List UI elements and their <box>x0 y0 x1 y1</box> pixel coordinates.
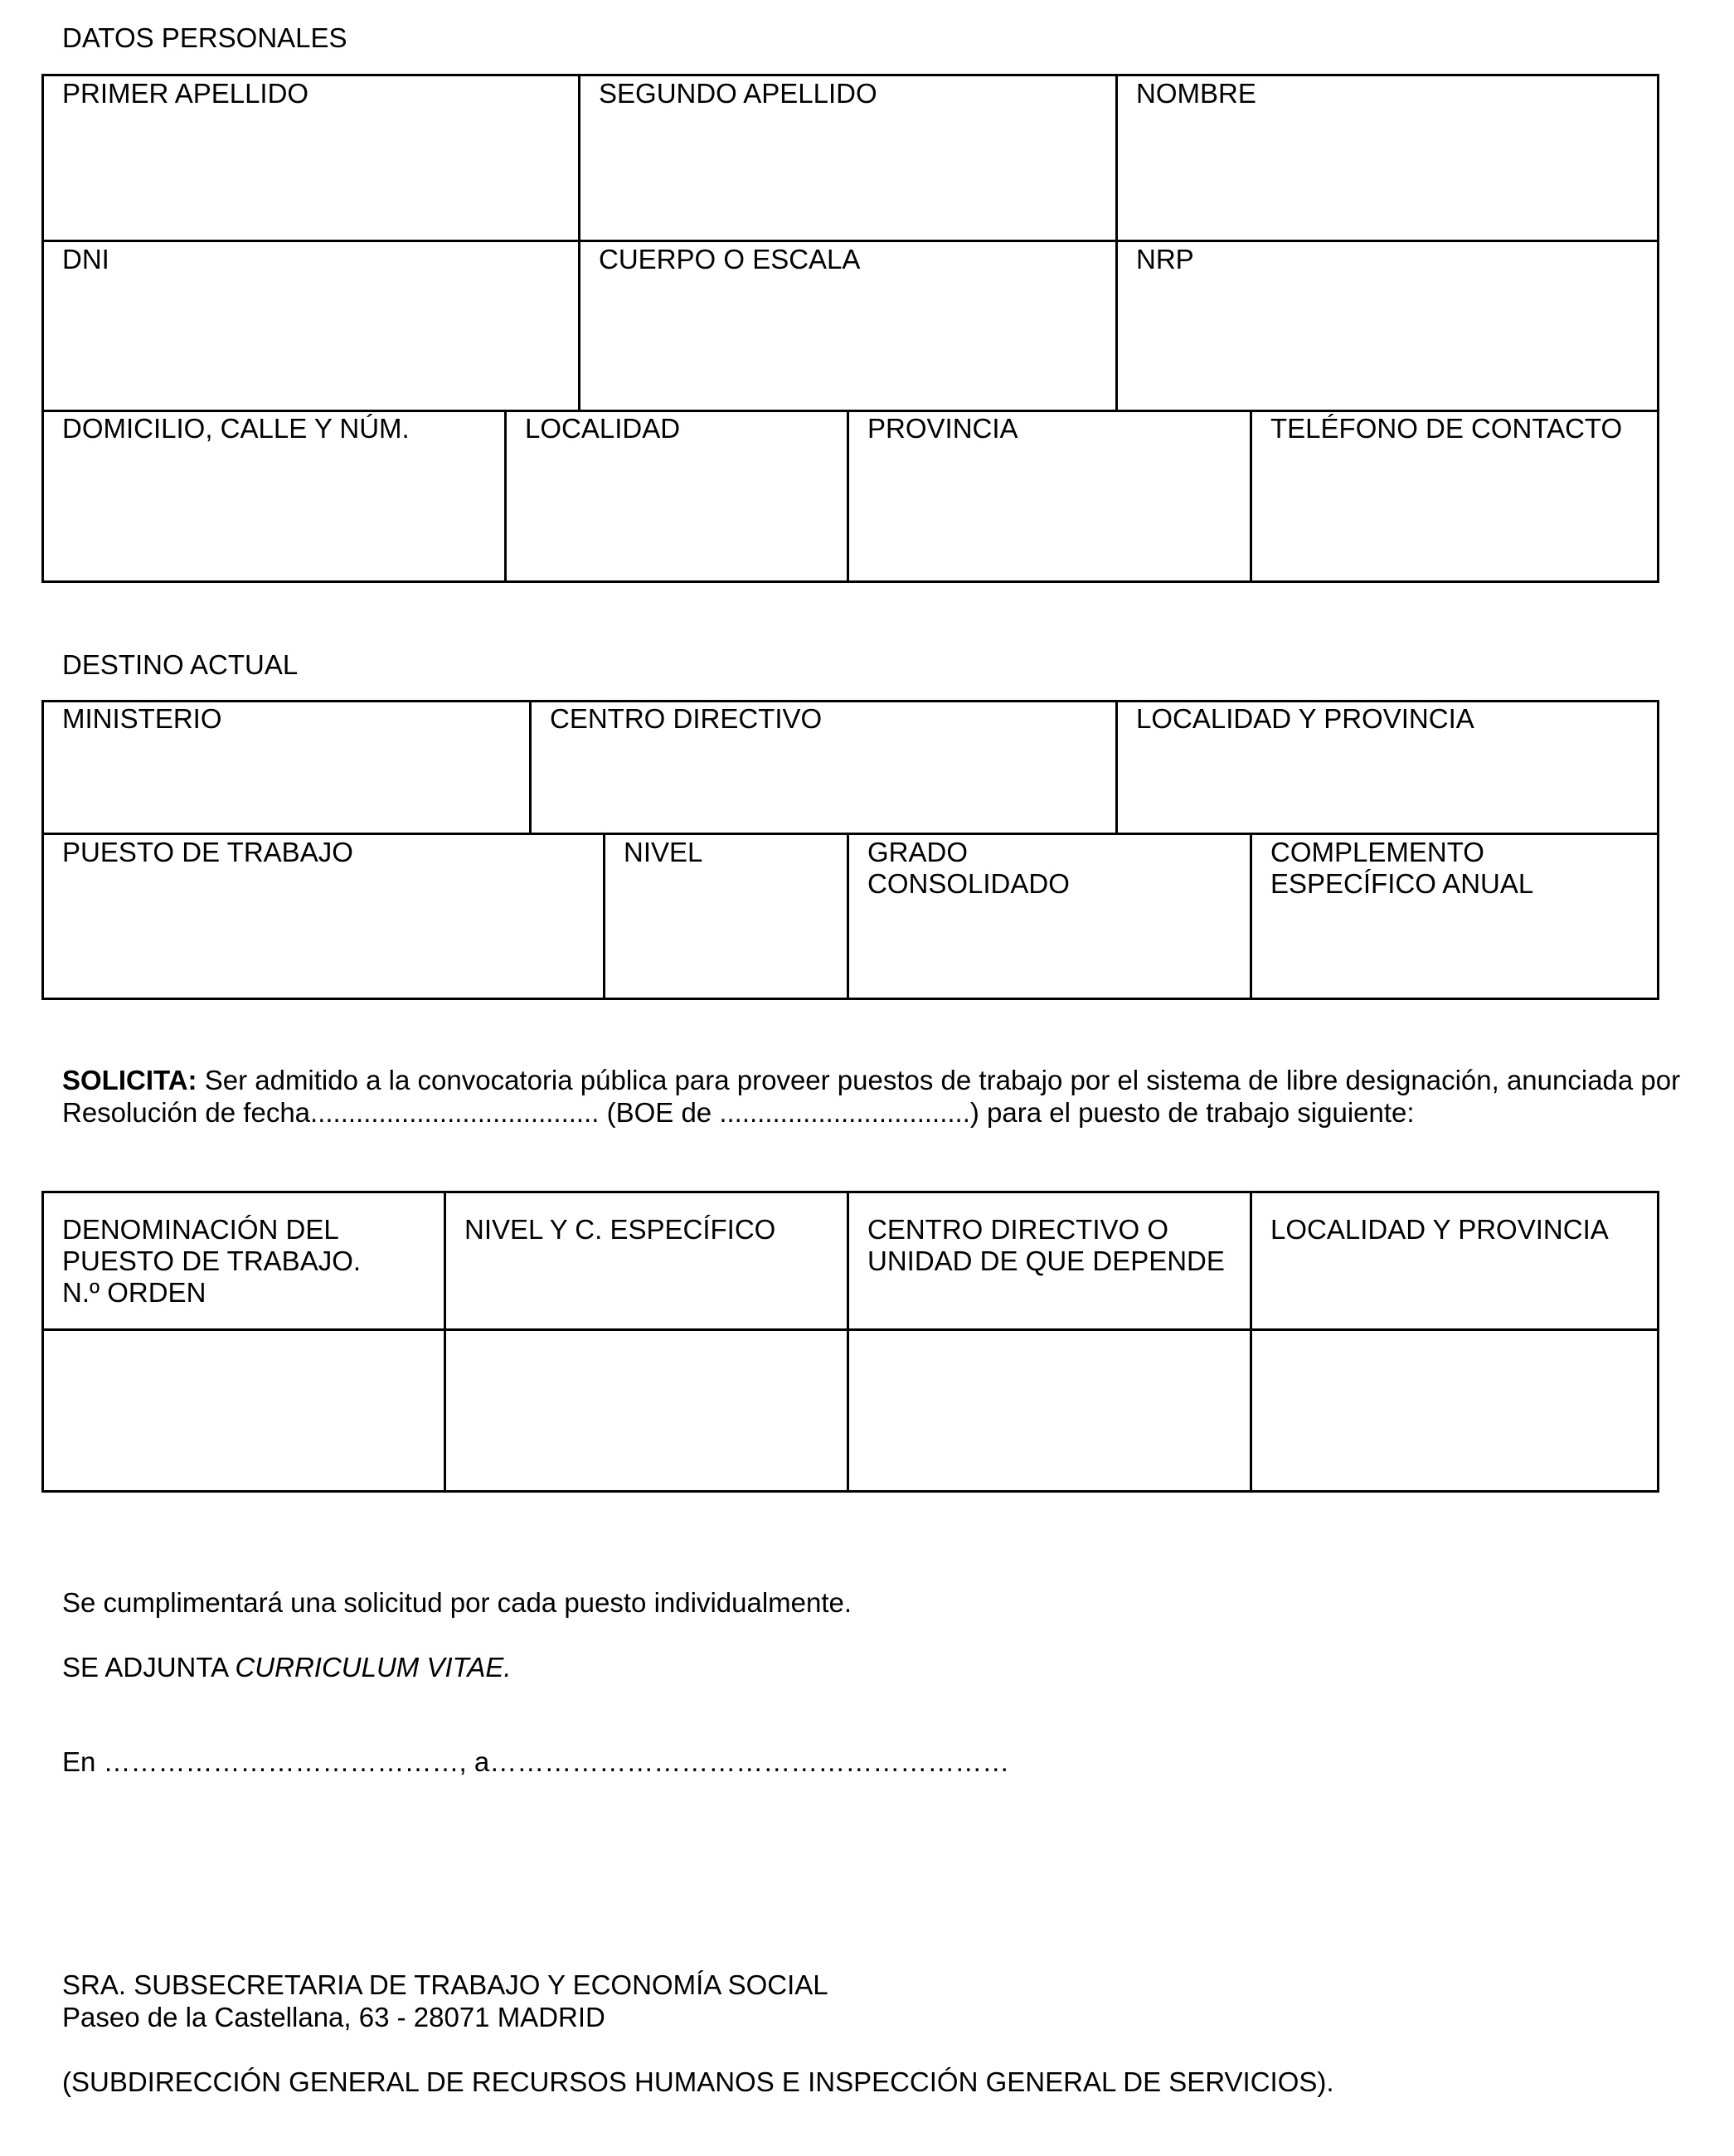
cv-text: CURRICULUM VITAE. <box>235 1652 512 1683</box>
phone-label: TELÉFONO DE CONTACTO <box>1270 413 1623 444</box>
divider <box>41 240 1659 242</box>
annual-complement-label: COMPLEMENTO ESPECÍFICO ANUAL <box>1270 837 1534 899</box>
recipient-address: Paseo de la Castellana, 63 - 28071 MADRID <box>62 2002 605 2032</box>
attach-cv-note: SE ADJUNTA CURRICULUM VITAE. <box>62 1652 512 1683</box>
directive-unit-label: CENTRO DIRECTIVO O UNIDAD DE QUE DEPENDE <box>867 1214 1225 1276</box>
divider <box>578 74 580 410</box>
post-denomination-field[interactable] <box>44 1331 444 1490</box>
consolidated-grade-label: GRADO CONSOLIDADO <box>867 837 1070 899</box>
town-province-label: LOCALIDAD Y PROVINCIA <box>1136 703 1474 734</box>
level-specific-label: NIVEL Y C. ESPECÍFICO <box>464 1214 776 1245</box>
level-label: NIVEL <box>624 837 703 867</box>
request-text: Ser admitido a la convocatoria pública para proveer puestos de trabajo por el sistema de libre designación, anunciada por <box>197 1065 1681 1095</box>
personal-data-heading: DATOS PERSONALES <box>62 22 347 53</box>
request-line-1 <box>62 1064 1680 1096</box>
directive-center-label: CENTRO DIRECTIVO <box>550 703 823 734</box>
personal-data-table <box>41 74 1659 583</box>
name-label: NOMBRE <box>1136 78 1256 109</box>
level-specific-field[interactable] <box>446 1331 847 1490</box>
divider <box>41 833 1659 835</box>
request-label: SOLICITA: <box>62 1065 197 1095</box>
request-line-2: Resolución de fecha...................................... (BOE de .................................) para el puesto de trabajo siguiente: <box>62 1097 1415 1128</box>
ministry-label: MINISTERIO <box>62 703 222 734</box>
divider <box>847 833 849 1000</box>
province-label: PROVINCIA <box>867 413 1018 444</box>
corps-scale-label: CUERPO O ESCALA <box>599 244 861 274</box>
post-town-province-label: LOCALIDAD Y PROVINCIA <box>1270 1214 1609 1245</box>
job-post-label: PUESTO DE TRABAJO <box>62 837 353 867</box>
first-surname-label: PRIMER APELLIDO <box>62 78 309 109</box>
recipient-department: (SUBDIRECCIÓN GENERAL DE RECURSOS HUMANOS E INSPECCIÓN GENERAL DE SERVICIOS). <box>62 2066 1334 2097</box>
divider <box>1115 74 1118 410</box>
one-request-per-post-note: Se cumplimentará una solicitud por cada puesto individualmente. <box>62 1587 852 1618</box>
divider <box>41 410 1659 412</box>
place-date-line: En …………………………………, a………………………………………………… <box>62 1746 1010 1777</box>
current-post-heading: DESTINO ACTUAL <box>62 649 299 680</box>
divider <box>504 410 507 583</box>
directive-unit-field[interactable] <box>849 1331 1250 1490</box>
divider <box>603 833 605 1000</box>
nrp-label: NRP <box>1136 244 1194 274</box>
town-label: LOCALIDAD <box>525 413 681 444</box>
post-town-province-field[interactable] <box>1252 1331 1657 1490</box>
divider <box>847 410 849 583</box>
post-denomination-label: DENOMINACIÓN DEL PUESTO DE TRABAJO. N.º ORDEN <box>62 1214 362 1308</box>
recipient-line: SRA. SUBSECRETARIA DE TRABAJO Y ECONOMÍA SOCIAL <box>62 1969 828 2000</box>
divider <box>1250 833 1252 1000</box>
second-surname-label: SEGUNDO APELLIDO <box>599 78 877 109</box>
dni-label: DNI <box>62 244 109 274</box>
divider <box>1250 410 1252 583</box>
divider <box>529 700 532 833</box>
divider <box>1115 700 1118 833</box>
address-label: DOMICILIO, CALLE Y NÚM. <box>62 413 410 444</box>
